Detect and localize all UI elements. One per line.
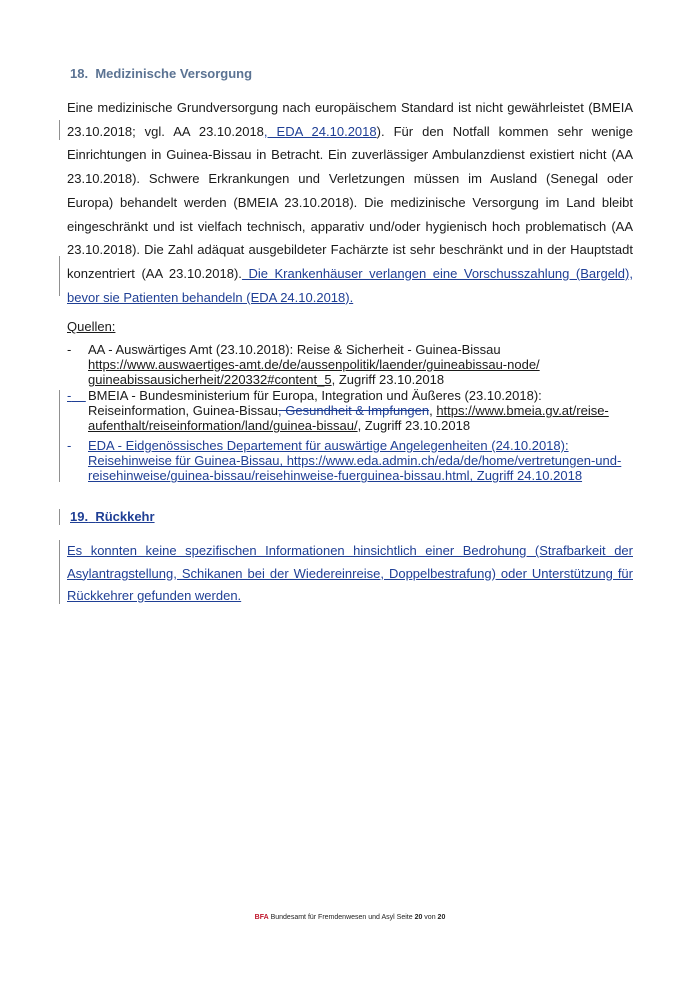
source-item-bmeia: - BMEIA - Bundesministerium für Europa, Integration und Äußeres (23.10.2018): Reiseinformation, Guinea-Bissau, Gesundheit & Impfungen, https://www.bmeia.gv.at/reise- aufenthalt/reiseinformation/land/guinea-bissau/, Zugriff 23.10.2018: [67, 388, 609, 434]
section-19-title: Rückkehr: [95, 509, 155, 524]
page-total: 20: [437, 914, 446, 921]
page-number: 20: [414, 914, 423, 921]
page-footer: BFA Bundesamt für Fremdenwesen und Asyl Seite 20 von 20: [254, 914, 446, 921]
bfa-logo: BFA: [254, 914, 269, 921]
change-bar: [59, 509, 60, 525]
list-dash: -: [67, 438, 72, 453]
source-item-eda: [67, 438, 627, 484]
sources-label: Quellen:: [67, 319, 116, 334]
source-text: Reiseinformation, Guinea-Bissau: [88, 403, 279, 419]
change-bar: [59, 120, 60, 140]
source-link[interactable]: https://www.auswaertiges-amt.de/de/aussenpolitik/laender/guineabissau-node/: [88, 357, 540, 373]
inserted-text: Die Krankenhäuser verlangen eine Vorschusszahlung (Bargeld), bevor sie Patienten behandeln (EDA 24.10.2018).: [67, 265, 633, 305]
source-text[interactable]: reisehinweise/guinea-bissau/reisehinweise-fuerguinea-bissau.html, Zugriff 24.10.2018: [88, 468, 583, 484]
change-bar: [59, 256, 60, 296]
change-bar: [59, 390, 60, 482]
source-text: AA - Auswärtiges Amt (23.10.2018): Reise & Sicherheit - Guinea-Bissau: [88, 342, 501, 357]
list-dash: -: [67, 388, 72, 403]
list-dash: -: [67, 342, 72, 357]
source-link[interactable]: guineabissausicherheit/220332#content_5: [88, 372, 332, 388]
section-18-heading: [70, 66, 252, 81]
access-date: , Zugriff 23.10.2018: [357, 418, 471, 434]
source-text: BMEIA - Bundesministerium für Europa, Integration und Äußeres (23.10.2018):: [88, 388, 542, 403]
section-19-number: 19.: [70, 509, 89, 524]
section-19-paragraph: Es konnten keine spezifischen Informationen hinsichtlich einer Bedrohung (Strafbarkeit der Asylantragstellung, Schikanen bei der Wiedereinreise, Doppelbestrafung) oder Unterstützung für Rückkehrer gefunden werden.: [67, 543, 633, 603]
inserted-text: , EDA 24.10.2018: [263, 123, 377, 139]
section-18-title: Medizinische Versorgung: [95, 66, 253, 81]
section-18-paragraph: [67, 96, 633, 309]
source-item-aa: [67, 342, 627, 388]
source-text: EDA - Eidgenössisches Departement für auswärtige Angelegenheiten (24.10.2018):: [88, 438, 569, 453]
deleted-text: , Gesundheit & Impfungen: [278, 403, 430, 419]
source-link[interactable]: https://www.bmeia.gv.at/reise-: [436, 403, 609, 419]
source-text[interactable]: Reisehinweise für Guinea-Bissau, https://www.eda.admin.ch/eda/de/home/vertretungen-und-: [88, 453, 622, 469]
source-link[interactable]: aufenthalt/reiseinformation/land/guinea-bissau/: [88, 418, 358, 434]
paragraph-text: ). Für den Notfall kommen sehr wenige Einrichtungen in Guinea-Bissau in Betracht. Ein zuverlässiger Ambulanzdienst existiert nicht (AA 23.10.2018). Schwere Erkrankungen und Verletzungen müssen im Ausland (Senegal oder Europa) behandelt werden (BMEIA 23.10.2018). Die medizinische Versorgung im Land bleibt eingeschränkt und ist vielfach technisch, apparativ und/oder hygienisch hoch problematisch (AA 23.10.2018). Die Zahl adäquat ausgebildeter Fachärzte ist sehr beschränkt und in der Hauptstadt konzentriert (AA 23.10.2018).: [67, 123, 633, 281]
footer-agency: Bundesamt für Fremdenwesen und Asyl Seite: [268, 914, 415, 921]
paragraph-text: Eine medizinische Grundversorgung nach europäischem Standard ist nicht gewährleistet (BMEIA 23.10.2018; vgl. AA 23.10.2018: [67, 100, 633, 139]
access-date: , Zugriff 23.10.2018: [331, 372, 445, 388]
change-bar: [59, 540, 60, 604]
section-18-number: 18.: [70, 66, 89, 81]
section-19-heading: [70, 509, 155, 524]
